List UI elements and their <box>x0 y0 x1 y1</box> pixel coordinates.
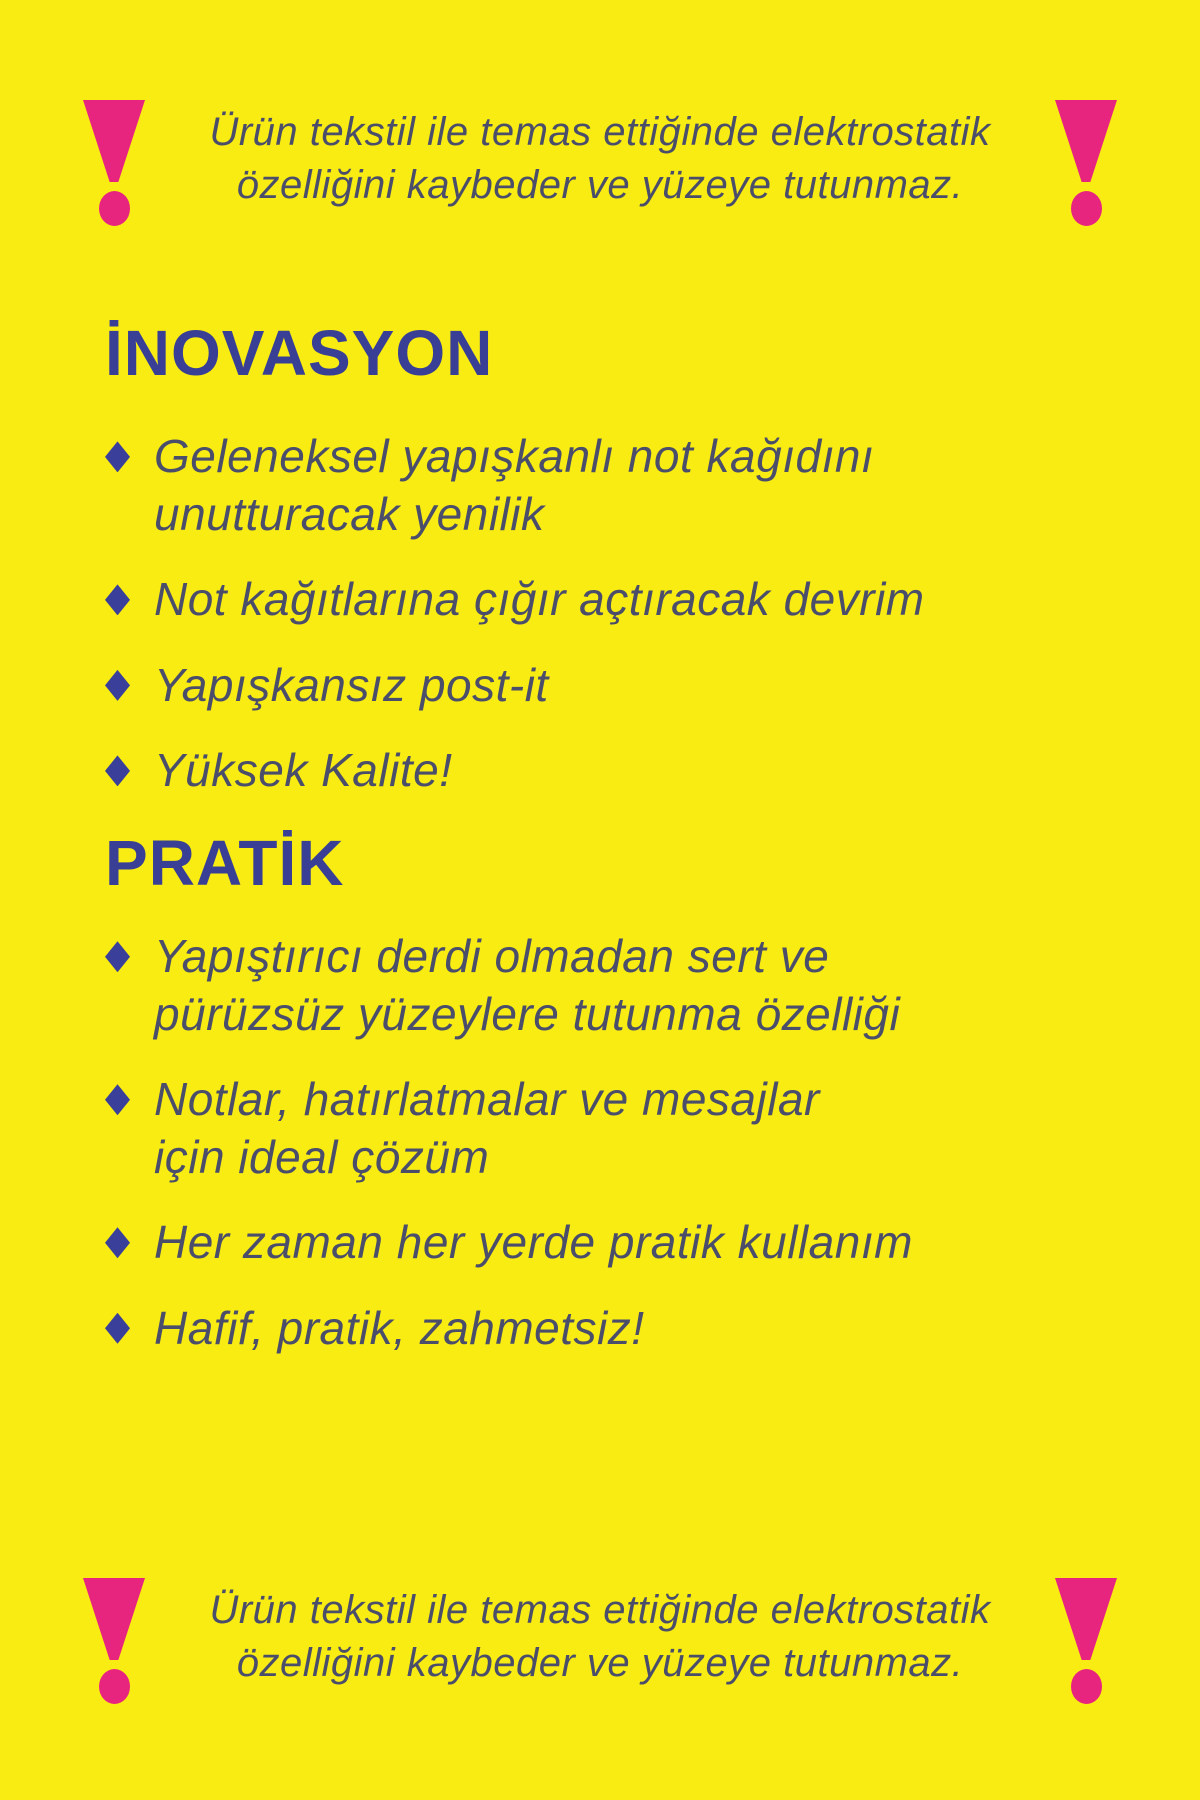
list-item-text <box>154 1214 913 1272</box>
diamond-bullet-icon <box>105 584 130 615</box>
exclamation-icon <box>82 100 146 226</box>
warning-top <box>0 100 1200 226</box>
diamond-bullet-icon <box>105 441 130 472</box>
list-item-line: Hafif, pratik, zahmetsiz! <box>154 1301 645 1354</box>
exclamation-dot <box>99 191 130 226</box>
list-item <box>105 1071 1095 1186</box>
exclamation-triangle <box>1055 1578 1117 1660</box>
exclamation-icon <box>1054 100 1118 226</box>
list-item <box>105 1214 1095 1272</box>
list-item <box>105 928 1095 1043</box>
exclamation-triangle <box>83 100 145 182</box>
list-item-line: için ideal çözüm <box>154 1130 490 1183</box>
list-item-line: unutturacak yenilik <box>154 487 545 540</box>
list-item <box>105 1300 1095 1358</box>
diamond-bullet-icon <box>105 670 130 701</box>
diamond-bullet-icon <box>105 1313 130 1344</box>
list-item <box>105 571 1095 629</box>
list-item-line: Yüksek Kalite! <box>154 744 453 797</box>
feature-content <box>105 318 1095 1385</box>
section-heading-inovasyon: İNOVASYON <box>105 317 494 389</box>
list-item <box>105 428 1095 543</box>
diamond-bullet-icon <box>105 1084 130 1115</box>
list-item-text <box>154 571 925 629</box>
list-item <box>105 742 1095 800</box>
warning-line: Ürün tekstil ile temas ettiğinde elektrostatik <box>209 110 991 154</box>
exclamation-dot <box>99 1669 130 1704</box>
warning-text-top <box>146 106 1054 212</box>
exclamation-triangle <box>1055 100 1117 182</box>
diamond-bullet-icon <box>105 1227 130 1258</box>
list-item-line: Yapışkansız post-it <box>154 658 549 711</box>
list-item-line: Yapıştırıcı derdi olmadan sert ve <box>154 930 830 983</box>
pratik-feature-list <box>105 928 1095 1357</box>
exclamation-dot <box>1071 1669 1102 1704</box>
list-item-text <box>154 1300 645 1358</box>
list-item-text <box>154 657 549 715</box>
warning-text-bottom <box>146 1584 1054 1690</box>
exclamation-triangle <box>83 1578 145 1660</box>
list-item-line: Her zaman her yerde pratik kullanım <box>154 1216 913 1269</box>
list-item-text <box>154 1071 820 1186</box>
exclamation-dot <box>1071 191 1102 226</box>
exclamation-icon <box>82 1578 146 1704</box>
warning-bottom <box>0 1578 1200 1704</box>
list-item-text <box>154 928 900 1043</box>
section-heading-pratik: PRATİK <box>105 826 345 899</box>
exclamation-icon <box>1054 1578 1118 1704</box>
list-item-line: Notlar, hatırlatmalar ve mesajlar <box>154 1073 820 1126</box>
diamond-bullet-icon <box>105 755 130 786</box>
warning-line: özelliğini kaybeder ve yüzeye tutunmaz. <box>236 1640 964 1685</box>
diamond-bullet-icon <box>105 941 130 972</box>
warning-line: Ürün tekstil ile temas ettiğinde elektrostatik <box>209 1588 991 1632</box>
list-item-line: pürüzsüz yüzeylere tutunma özelliği <box>154 987 901 1040</box>
list-item-text <box>154 428 874 543</box>
list-item-text <box>154 742 452 800</box>
warning-line: özelliğini kaybeder ve yüzeye tutunmaz. <box>236 162 964 207</box>
list-item-line: Not kağıtlarına çığır açtıracak devrim <box>154 573 925 626</box>
list-item-line: Geleneksel yapışkanlı not kağıdını <box>154 430 875 483</box>
list-item <box>105 657 1095 715</box>
inovasyon-feature-list <box>105 428 1095 800</box>
